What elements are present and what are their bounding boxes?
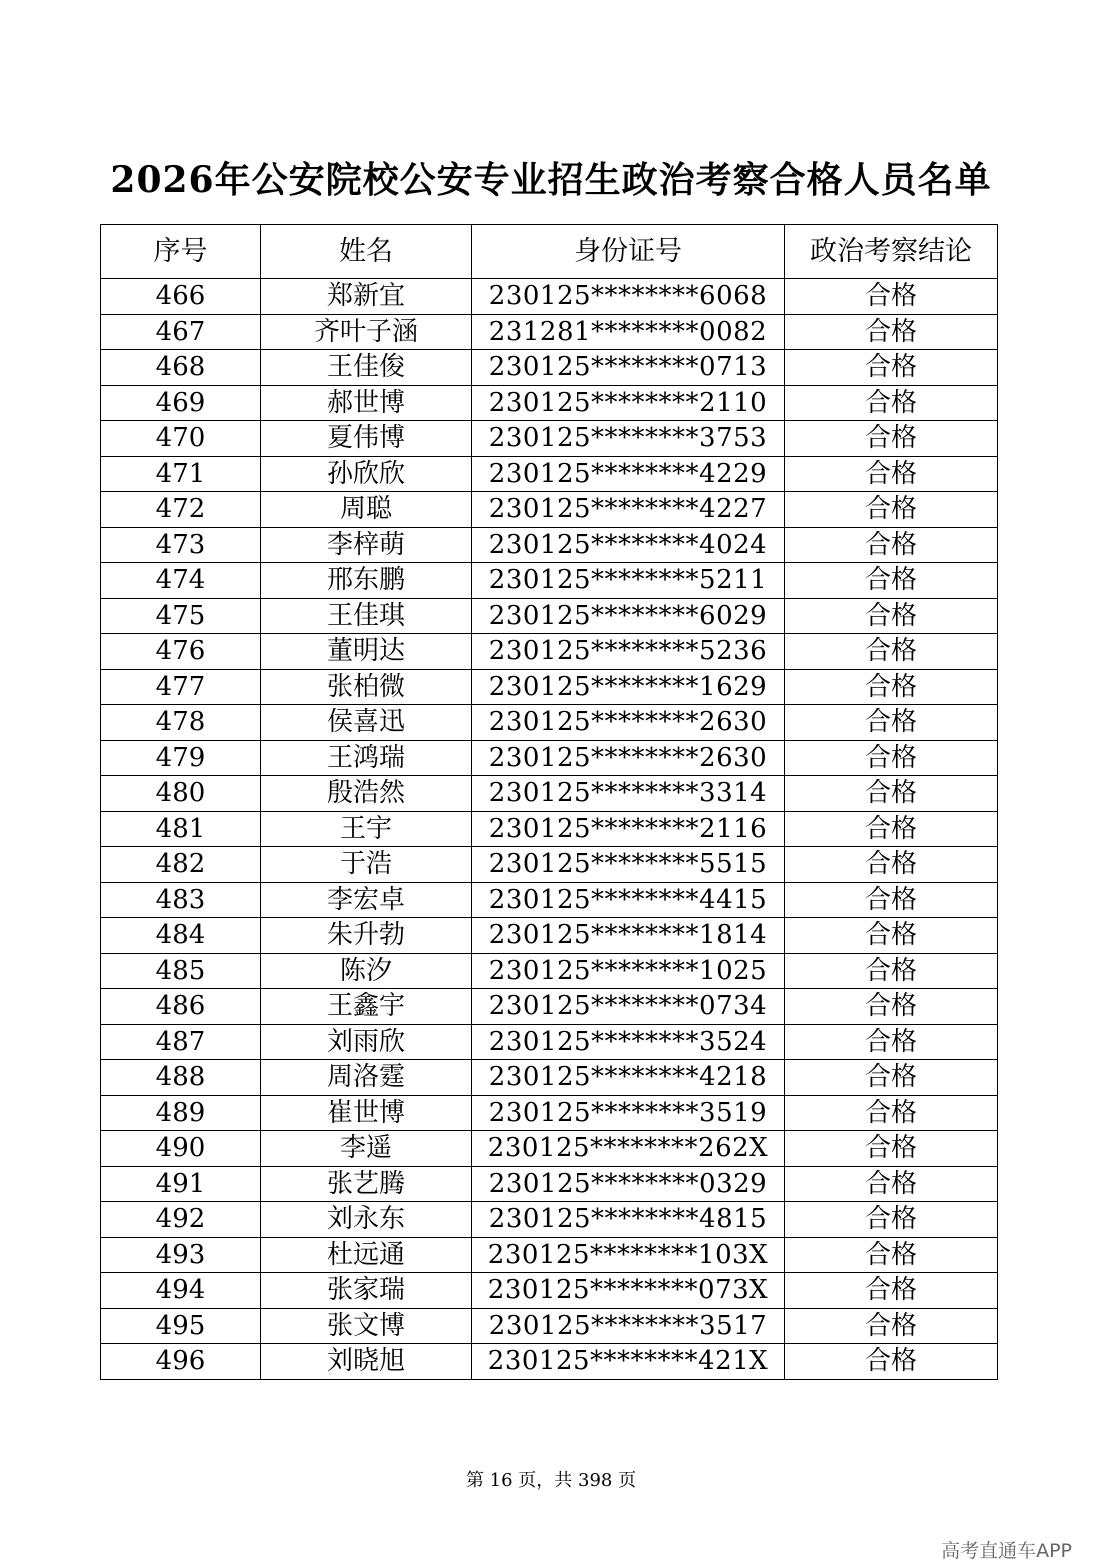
cell-seq: 474 [101, 563, 261, 599]
cell-result: 合格 [785, 314, 998, 350]
cell-seq: 489 [101, 1095, 261, 1131]
cell-result: 合格 [785, 1344, 998, 1380]
cell-result: 合格 [785, 598, 998, 634]
cell-seq: 485 [101, 953, 261, 989]
cell-result: 合格 [785, 1202, 998, 1238]
cell-id-number: 230125********0713 [472, 350, 785, 386]
cell-id-number: 230125********2110 [472, 385, 785, 421]
cell-name: 孙欣欣 [261, 456, 472, 492]
table-body [101, 279, 998, 1380]
cell-seq: 490 [101, 1131, 261, 1167]
table-row [101, 385, 998, 421]
cell-result: 合格 [785, 279, 998, 315]
cell-id-number: 230125********2630 [472, 705, 785, 741]
cell-id-number: 230125********6029 [472, 598, 785, 634]
cell-seq: 478 [101, 705, 261, 741]
cell-result: 合格 [785, 740, 998, 776]
cell-seq: 480 [101, 776, 261, 812]
cell-result: 合格 [785, 385, 998, 421]
cell-id-number: 230125********3753 [472, 421, 785, 457]
cell-name: 陈汐 [261, 953, 472, 989]
cell-id-number: 230125********073X [472, 1273, 785, 1309]
table-row [101, 918, 998, 954]
cell-seq: 482 [101, 847, 261, 883]
table-row [101, 456, 998, 492]
cell-id-number: 230125********103X [472, 1237, 785, 1273]
cell-name: 张柏微 [261, 669, 472, 705]
table-row [101, 1202, 998, 1238]
cell-id-number: 230125********262X [472, 1131, 785, 1167]
header-result: 政治考察结论 [785, 225, 998, 279]
cell-name: 崔世博 [261, 1095, 472, 1131]
cell-seq: 468 [101, 350, 261, 386]
table-row [101, 598, 998, 634]
cell-id-number: 230125********0329 [472, 1166, 785, 1202]
cell-name: 郝世博 [261, 385, 472, 421]
cell-id-number: 230125********4415 [472, 882, 785, 918]
watermark: 高考直通车APP [941, 1540, 1072, 1562]
cell-name: 张家瑞 [261, 1273, 472, 1309]
table-row [101, 1131, 998, 1167]
cell-name: 张艺腾 [261, 1166, 472, 1202]
table-row [101, 1060, 998, 1096]
cell-result: 合格 [785, 918, 998, 954]
table-row [101, 314, 998, 350]
cell-name: 李遥 [261, 1131, 472, 1167]
cell-seq: 493 [101, 1237, 261, 1273]
page-footer: 第 16 页，共 398 页 [465, 1470, 637, 1491]
table-row [101, 776, 998, 812]
cell-id-number: 230125********4218 [472, 1060, 785, 1096]
table-row [101, 989, 998, 1025]
cell-name: 于浩 [261, 847, 472, 883]
cell-result: 合格 [785, 953, 998, 989]
cell-id-number: 230125********1629 [472, 669, 785, 705]
cell-id-number: 230125********421X [472, 1344, 785, 1380]
table-row [101, 1166, 998, 1202]
cell-result: 合格 [785, 421, 998, 457]
cell-name: 董明达 [261, 634, 472, 670]
cell-name: 张文博 [261, 1308, 472, 1344]
cell-seq: 467 [101, 314, 261, 350]
cell-name: 朱升勃 [261, 918, 472, 954]
cell-result: 合格 [785, 1131, 998, 1167]
table-row [101, 847, 998, 883]
cell-id-number: 230125********3519 [472, 1095, 785, 1131]
table-row [101, 740, 998, 776]
cell-result: 合格 [785, 882, 998, 918]
cell-name: 王鸿瑞 [261, 740, 472, 776]
cell-id-number: 230125********3314 [472, 776, 785, 812]
cell-name: 夏伟博 [261, 421, 472, 457]
cell-result: 合格 [785, 989, 998, 1025]
cell-id-number: 230125********3524 [472, 1024, 785, 1060]
table-row [101, 492, 998, 528]
cell-name: 杜远通 [261, 1237, 472, 1273]
cell-seq: 469 [101, 385, 261, 421]
cell-id-number: 230125********1025 [472, 953, 785, 989]
cell-id-number: 230125********4024 [472, 527, 785, 563]
cell-name: 刘永东 [261, 1202, 472, 1238]
cell-seq: 486 [101, 989, 261, 1025]
cell-name: 李宏卓 [261, 882, 472, 918]
cell-seq: 481 [101, 811, 261, 847]
table-row [101, 1273, 998, 1309]
cell-name: 殷浩然 [261, 776, 472, 812]
table-row [101, 882, 998, 918]
table-row [101, 1237, 998, 1273]
cell-result: 合格 [785, 492, 998, 528]
cell-seq: 495 [101, 1308, 261, 1344]
cell-seq: 487 [101, 1024, 261, 1060]
cell-seq: 479 [101, 740, 261, 776]
cell-result: 合格 [785, 705, 998, 741]
table-row [101, 1344, 998, 1380]
table-row [101, 634, 998, 670]
cell-name: 李梓萌 [261, 527, 472, 563]
cell-result: 合格 [785, 350, 998, 386]
cell-result: 合格 [785, 669, 998, 705]
cell-name: 刘晓旭 [261, 1344, 472, 1380]
table-row [101, 1095, 998, 1131]
cell-name: 王佳俊 [261, 350, 472, 386]
cell-name: 侯喜迅 [261, 705, 472, 741]
table-row [101, 421, 998, 457]
header-name: 姓名 [261, 225, 472, 279]
cell-id-number: 230125********0734 [472, 989, 785, 1025]
cell-id-number: 230125********1814 [472, 918, 785, 954]
header-seq: 序号 [101, 225, 261, 279]
cell-result: 合格 [785, 634, 998, 670]
table-row [101, 811, 998, 847]
cell-seq: 466 [101, 279, 261, 315]
cell-id-number: 230125********5515 [472, 847, 785, 883]
cell-result: 合格 [785, 811, 998, 847]
cell-name: 郑新宜 [261, 279, 472, 315]
cell-id-number: 230125********2116 [472, 811, 785, 847]
cell-name: 齐叶子涵 [261, 314, 472, 350]
cell-id-number: 231281********0082 [472, 314, 785, 350]
table-row [101, 669, 998, 705]
table-row [101, 350, 998, 386]
cell-id-number: 230125********4815 [472, 1202, 785, 1238]
cell-name: 周洛霆 [261, 1060, 472, 1096]
cell-result: 合格 [785, 1166, 998, 1202]
table-row [101, 279, 998, 315]
table-row [101, 953, 998, 989]
cell-result: 合格 [785, 456, 998, 492]
cell-seq: 488 [101, 1060, 261, 1096]
table-row [101, 705, 998, 741]
cell-seq: 472 [101, 492, 261, 528]
cell-result: 合格 [785, 1095, 998, 1131]
cell-seq: 492 [101, 1202, 261, 1238]
cell-name: 王宇 [261, 811, 472, 847]
cell-id-number: 230125********2630 [472, 740, 785, 776]
cell-seq: 475 [101, 598, 261, 634]
cell-result: 合格 [785, 527, 998, 563]
cell-result: 合格 [785, 1308, 998, 1344]
cell-result: 合格 [785, 1060, 998, 1096]
table-header-row [101, 225, 998, 279]
cell-id-number: 230125********5236 [472, 634, 785, 670]
cell-id-number: 230125********3517 [472, 1308, 785, 1344]
cell-result: 合格 [785, 563, 998, 599]
cell-seq: 476 [101, 634, 261, 670]
cell-seq: 477 [101, 669, 261, 705]
header-id-number: 身份证号 [472, 225, 785, 279]
cell-seq: 470 [101, 421, 261, 457]
cell-id-number: 230125********4229 [472, 456, 785, 492]
cell-seq: 494 [101, 1273, 261, 1309]
roster-table [100, 224, 998, 1380]
cell-id-number: 230125********5211 [472, 563, 785, 599]
cell-seq: 484 [101, 918, 261, 954]
cell-result: 合格 [785, 776, 998, 812]
cell-id-number: 230125********6068 [472, 279, 785, 315]
cell-result: 合格 [785, 1024, 998, 1060]
cell-seq: 471 [101, 456, 261, 492]
cell-id-number: 230125********4227 [472, 492, 785, 528]
cell-result: 合格 [785, 847, 998, 883]
cell-name: 王鑫宇 [261, 989, 472, 1025]
cell-name: 王佳琪 [261, 598, 472, 634]
table-row [101, 563, 998, 599]
cell-name: 邢东鹏 [261, 563, 472, 599]
table-row [101, 527, 998, 563]
cell-result: 合格 [785, 1237, 998, 1273]
table-row [101, 1308, 998, 1344]
cell-seq: 491 [101, 1166, 261, 1202]
cell-seq: 496 [101, 1344, 261, 1380]
cell-name: 周聪 [261, 492, 472, 528]
document-title: 2026年公安院校公安专业招生政治考察合格人员名单 [110, 159, 992, 201]
cell-name: 刘雨欣 [261, 1024, 472, 1060]
cell-result: 合格 [785, 1273, 998, 1309]
cell-seq: 473 [101, 527, 261, 563]
cell-seq: 483 [101, 882, 261, 918]
table-row [101, 1024, 998, 1060]
